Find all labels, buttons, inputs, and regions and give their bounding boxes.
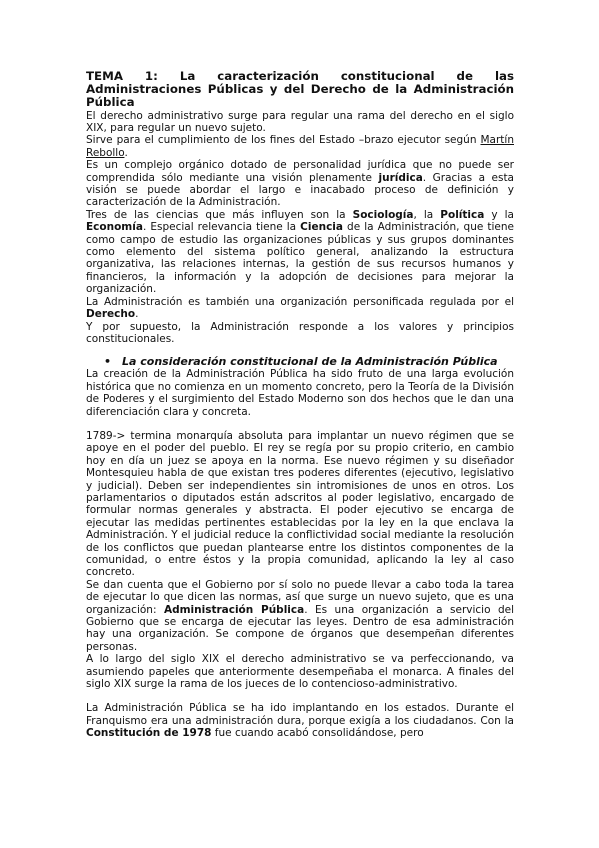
paragraph-10: A lo largo del siglo XIX el derecho administrativo se va perfeccionando, va asumiendo papeles que anteriormente desempeñaba el monarca. A finales del siglo XIX surge la rama de los jueces de lo contencioso-administrativo. bbox=[86, 653, 514, 691]
document-page bbox=[86, 70, 514, 740]
paragraph-1: El derecho administrativo surge para regular una rama del derecho en el siglo XIX, para regular un nuevo sujeto. bbox=[86, 109, 514, 135]
paragraph-5: La Administración es también una organización personificada regulada por el Derecho. bbox=[86, 295, 514, 321]
spacer bbox=[86, 418, 514, 430]
bullet-icon: • bbox=[104, 355, 112, 369]
author-link: Martín Rebollo bbox=[86, 134, 514, 159]
paragraph-6: Y por supuesto, la Administración responde a los valores y principios constitucionales. bbox=[86, 320, 514, 345]
paragraph-8: 1789-> termina monarquía absoluta para implantar un nuevo régimen que se apoye en el poder del pueblo. El rey se regía por su propio criterio, en cambio hoy en día un juez se apoya en la norma. Ese nuevo régimen y su diseñador Montesquieu habla de que existan tres poderes diferentes (ejecutivo, legislativo y judicial). Deben ser independientes sin intromisiones de unos en otros. Los parlamentarios o diputados están adscritos al poder legislativo, encargado de formular normas generales y abstracta. El poder ejecutivo se encarga de ejecutar las medidas pertinentes establecidas por la ley en la que enclava la Administración. Y el judicial reduce la conflictividad social mediante la resolución de los conflictos que puedan plantearse entre los distintos componentes de la comunidad, o entre éstos y la propia comunidad, aplicando la ley al caso concreto. bbox=[86, 429, 514, 579]
paragraph-4: Tres de las ciencias que más influyen son la Sociología, la Política y la Economía. Especial relevancia tiene la Ciencia de la Administración, que tiene como campo de estudio las organizaciones públicas y sus grupos dominantes como elemento del sistema político general, analizando la estructura organizativa, las relaciones internas, la gestión de sus recursos humanos y financieros, la información y la adopción de decisiones para mejorar la organización. bbox=[86, 208, 514, 296]
section-heading: • La consideración constitucional de la Administración Pública bbox=[104, 355, 498, 369]
paragraph-3: Es un complejo orgánico dotado de personalidad jurídica que no puede ser comprendida sólo mediante una visión plenamente jurídica. Gracias a esta visión se puede abordar el largo e inacabado proceso de definición y caracterización de la Administración. bbox=[86, 159, 514, 209]
paragraph-2: Sirve para el cumplimiento de los fines del Estado –brazo ejecutor según Martín Rebollo. bbox=[86, 134, 514, 159]
spacer bbox=[86, 690, 514, 702]
paragraph-9: Se dan cuenta que el Gobierno por sí solo no puede llevar a cabo toda la tarea de ejecutar lo que dicen las normas, así que surge un nuevo sujeto, que es una organización: Administración Pública. Es una organización a servicio del Gobierno que se encarga de ejecutar las leyes. Dentro de esa administración hay una organización. Se compone de órganos que desempeñan diferentes personas. bbox=[86, 578, 514, 653]
paragraph-7: La creación de la Administración Pública ha sido fruto de una larga evolución histórica que no comienza en un momento concreto, pero la Teoría de la División de Poderes y el surgimiento del Estado Moderno son dos hechos que le dan una diferenciación clara y concreta. bbox=[86, 368, 514, 418]
paragraph-11: La Administración Pública se ha ido implantando en los estados. Durante el Franquismo era una administración dura, porque exigía a los ciudadanos. Con la Constitución de 1978 fue cuando acabó consolidándose, pero bbox=[86, 702, 514, 740]
document-title: TEMA 1: La caracterización constitucional de las Administraciones Públicas y del Derecho de la Administración Pública bbox=[86, 69, 514, 110]
